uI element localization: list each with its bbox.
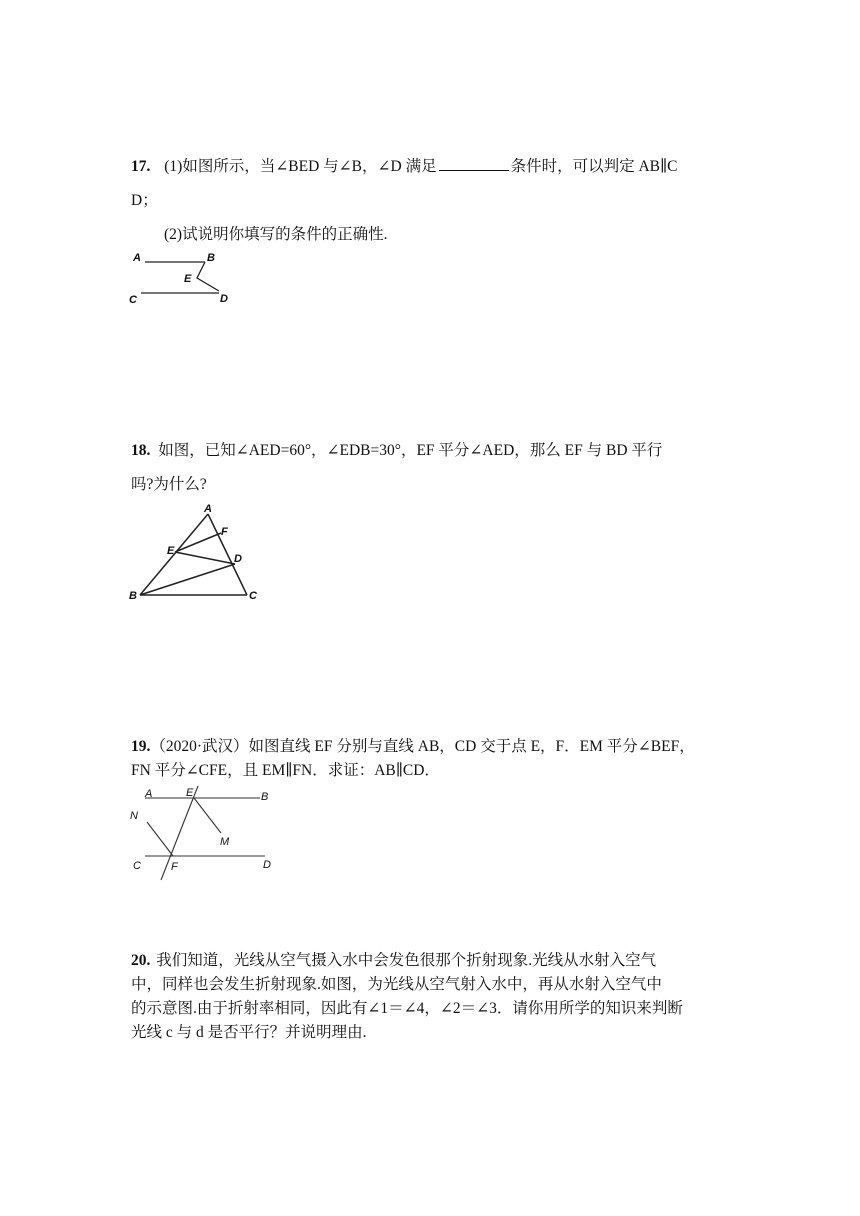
q20-number: 20. xyxy=(131,952,151,969)
q19-label-M: M xyxy=(220,836,230,848)
q17-line2: D； xyxy=(131,192,158,209)
q19-line1 xyxy=(131,736,695,758)
q19-figure xyxy=(125,782,285,887)
q18-line1 xyxy=(131,440,662,462)
q18-label-D: D xyxy=(234,553,242,565)
q18-label-C: C xyxy=(249,590,257,602)
q17-line1 xyxy=(131,156,677,178)
q17-label-B: B xyxy=(207,252,215,264)
q17-figure xyxy=(125,248,245,308)
q17-text-b: 条件时，可以判定 AB∥C xyxy=(510,158,678,175)
q18-label-B: B xyxy=(129,590,137,602)
q19-label-N: N xyxy=(130,810,138,822)
q18-label-A: A xyxy=(204,503,212,515)
q20-text-a: 我们知道，光线从空气摄入水中会发色很那个折射现象.光线从水射入空气 xyxy=(156,952,657,969)
q17-label-E: E xyxy=(184,273,192,285)
q20-line1 xyxy=(131,950,656,972)
q18-figure xyxy=(125,502,270,607)
q18-number: 18. xyxy=(131,442,151,459)
q19-number: 19. xyxy=(131,738,151,755)
q17-text-a: (1)如图所示，当∠BED 与∠B，∠D 满足 xyxy=(164,158,437,175)
q20-line2: 中，同样也会发生折射现象.如图，为光线从空气射入水中，再从水射入空气中 xyxy=(131,976,662,993)
q17-number: 17. xyxy=(131,158,151,175)
q19-label-A: A xyxy=(145,788,153,800)
q17-label-A: A xyxy=(133,252,141,264)
q19-label-F: F xyxy=(171,861,178,873)
q19-label-D: D xyxy=(263,859,271,871)
q19-label-C: C xyxy=(133,860,141,872)
q20-line3: 的示意图.由于折射率相同，因此有∠1＝∠4，∠2＝∠3．请你用所学的知识来判断 xyxy=(131,1000,683,1017)
q18-label-E: E xyxy=(167,545,175,557)
q19-text-a: （2020·武汉）如图直线 EF 分别与直线 AB，CD 交于点 E，F．EM 平分∠BEF， xyxy=(150,738,695,755)
q19-label-E: E xyxy=(186,787,194,799)
q18-line2: 吗?为什么? xyxy=(131,476,207,493)
q18-text-a: 如图，已知∠AED=60°，∠EDB=30°，EF 平分∠AED，那么 EF 与 BD 平行 xyxy=(158,442,663,459)
q19-line2: FN 平分∠CFE，且 EM∥FN．求证：AB∥CD． xyxy=(131,762,440,779)
q18-label-F: F xyxy=(221,526,228,538)
q17-answer-blank[interactable] xyxy=(439,156,509,171)
q17-label-D: D xyxy=(220,293,228,305)
q20-line4: 光线 c 与 d 是否平行？并说明理由. xyxy=(131,1024,367,1041)
q17-line3: (2)试说明你填写的条件的正确性. xyxy=(164,226,388,243)
q19-label-B: B xyxy=(261,791,269,803)
q17-label-C: C xyxy=(129,294,137,306)
